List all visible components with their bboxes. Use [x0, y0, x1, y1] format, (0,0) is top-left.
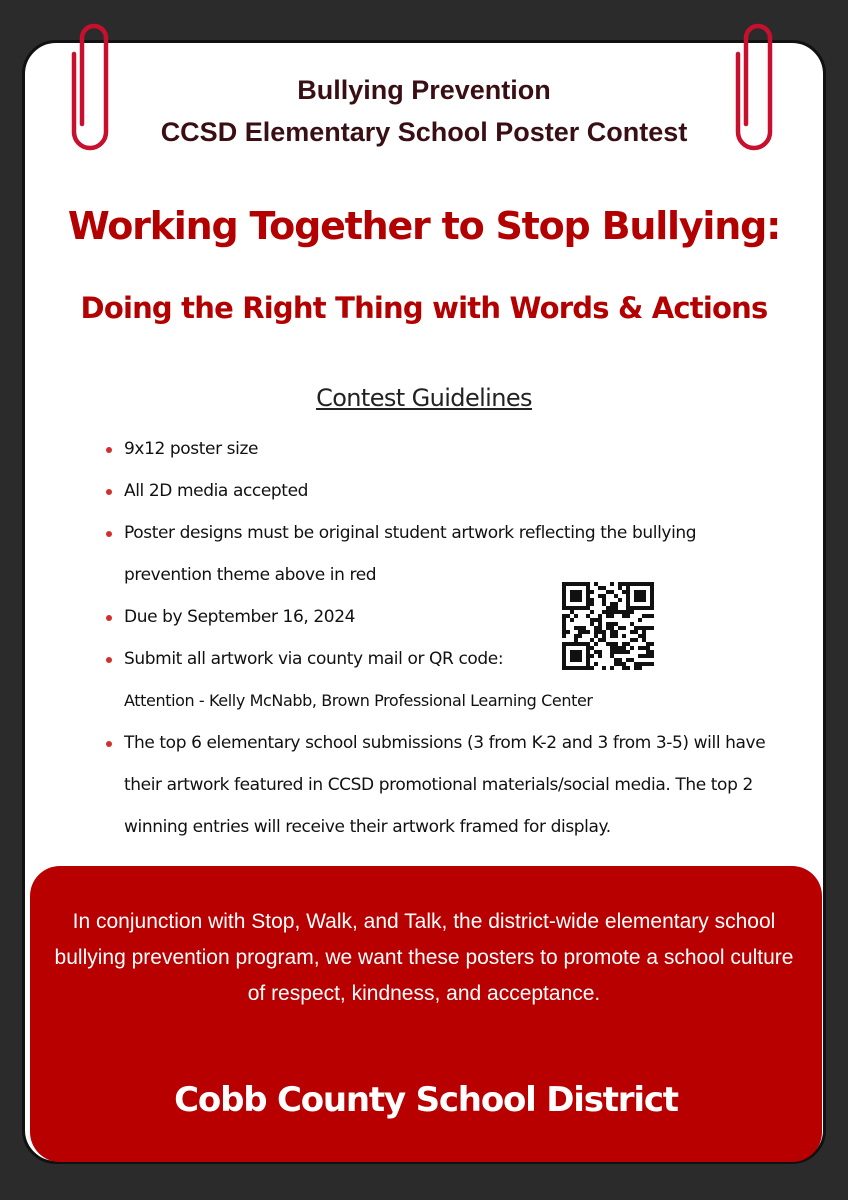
qr-code[interactable]	[562, 582, 654, 670]
contest-topic: Bullying Prevention	[297, 75, 551, 105]
contest-title: CCSD Elementary School Poster Contest	[160, 117, 688, 147]
bullet-icon	[106, 489, 112, 495]
list-item: Submit all artwork via county mail or QR code: Attention - Kelly McNabb, Brown Professional Learning Center	[96, 638, 786, 722]
bullet-icon	[106, 741, 112, 747]
theme-headline: Working Together to Stop Bullying:	[67, 204, 781, 248]
bullet-icon	[106, 657, 112, 663]
list-item: All 2D media accepted	[96, 470, 786, 512]
list-item: Due by September 16, 2024	[96, 596, 786, 638]
list-item: Poster designs must be original student artwork reflecting the bullying prevention theme above in red	[96, 512, 786, 596]
district-name: Cobb County School District	[174, 1080, 678, 1120]
guidelines-title: Contest Guidelines	[316, 384, 532, 412]
bullet-icon	[106, 615, 112, 621]
bullet-icon	[106, 531, 112, 537]
list-item: 9x12 poster size	[96, 428, 786, 470]
guidelines-list	[96, 428, 786, 848]
attention-line: Attention - Kelly McNabb, Brown Professional Learning Center	[124, 691, 593, 710]
theme-subheadline: Doing the Right Thing with Words & Actions	[80, 291, 768, 325]
banner-message: In conjunction with Stop, Walk, and Talk, the district-wide elementary school bullying prevention program, we want these posters to promote a school culture of respect, kindness, and acceptance.	[54, 910, 794, 1005]
bullet-icon	[106, 447, 112, 453]
list-item: The top 6 elementary school submissions (3 from K-2 and 3 from 3-5) will have their artwork featured in CCSD promotional materials/social media. The top 2 winning entries will receive their artwork framed for display.	[96, 722, 786, 848]
